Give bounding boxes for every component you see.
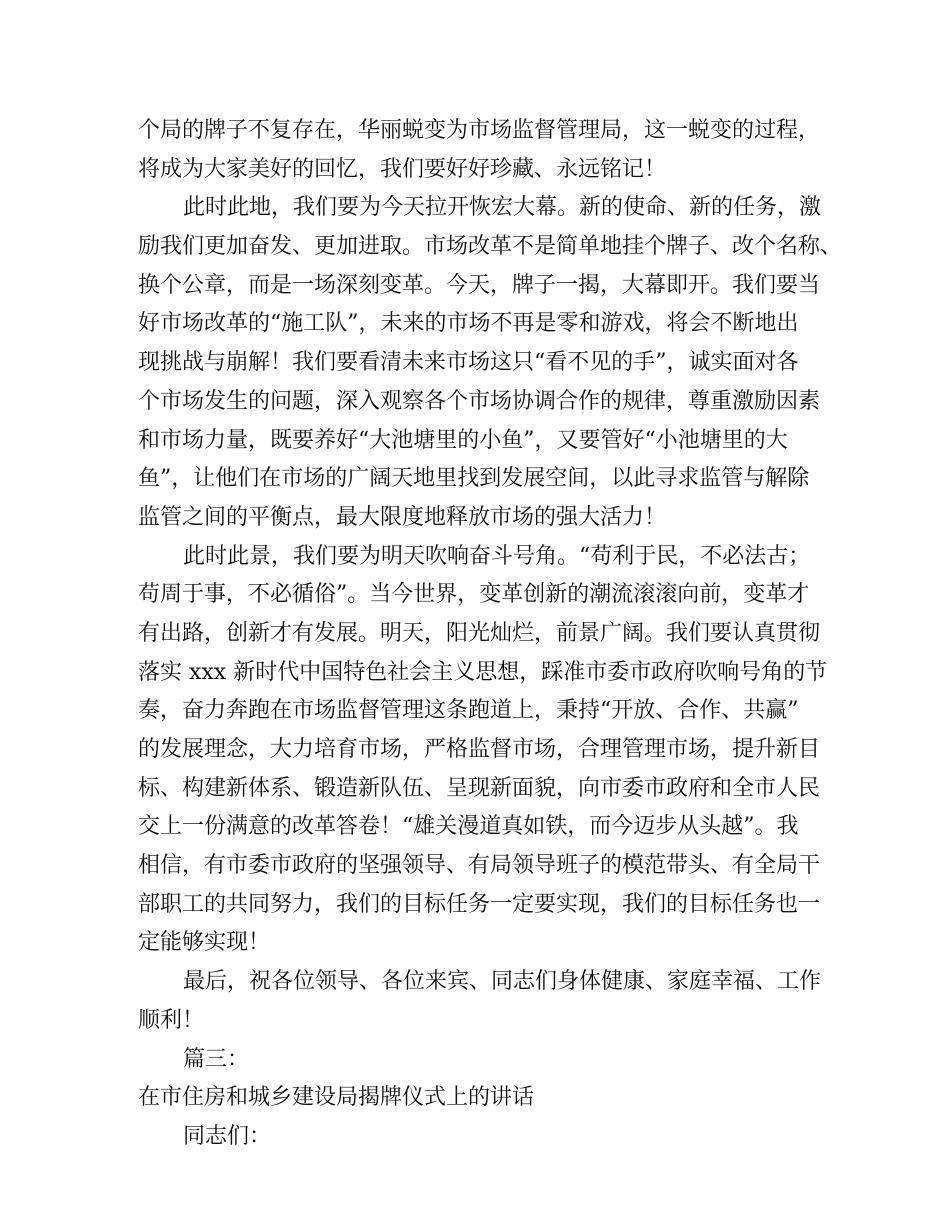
text-line: 将成为大家美好的回忆，我们要好好珍藏、永远铭记！ xyxy=(138,156,667,182)
text-line: 标、构建新体系、锻造新队伍、呈现新面貌，向市委市政府和全市人民 xyxy=(138,775,821,801)
text-line: 的发展理念，大力培育市场，严格监督市场，合理管理市场，提升新目 xyxy=(138,737,821,762)
text-line: 监管之间的平衡点，最大限度地释放市场的强大活力！ xyxy=(138,504,667,530)
text-line: 鱼”，让他们在市场的广阔天地里找到发展空间，以此寻求监管与解除 xyxy=(138,466,810,492)
text-line: 交上一份满意的改革答卷！“雄关漫道真如铁，而今迈步从头越”。我 xyxy=(138,814,799,840)
text-line: 最后，祝各位领导、各位来宾、同志们身体健康、家庭幸福、工作 xyxy=(183,969,822,995)
document-body xyxy=(138,112,843,1157)
text-line: 奏，奋力奔跑在市场监督管理这条跑道上，秉持“开放、合作、共赢” xyxy=(138,698,799,724)
text-line: 篇三： xyxy=(183,1046,250,1072)
text-line: 换个公章，而是一场深刻变革。今天，牌子一揭，大幕即开。我们要当 xyxy=(138,272,821,298)
text-line: 个市场发生的问题，深入观察各个市场协调合作的规律，尊重激励因素 xyxy=(138,388,821,414)
text-line: 好市场改革的“施工队”，未来的市场不再是零和游戏，将会不断地出 xyxy=(138,311,799,337)
text-line: 此时此地，我们要为今天拉开恢宏大幕。新的使命、新的任务，激 xyxy=(183,195,822,221)
text-line: 落实 xxx 新时代中国特色社会主义思想，踩准市委市政府吹响号角的节 xyxy=(138,659,828,685)
text-line: 定能够实现！ xyxy=(138,930,271,956)
text-line: 在市住房和城乡建设局揭牌仪式上的讲话 xyxy=(138,1085,535,1111)
text-line: 和市场力量，既要养好“大池塘里的小鱼”，又要管好“小池塘里的大 xyxy=(138,427,788,453)
text-line: 部职工的共同努力，我们的目标任务一定要实现，我们的目标任务也一 xyxy=(138,891,821,917)
text-line: 此时此景，我们要为明天吹响奋斗号角。“苟利于民，不必法古； xyxy=(183,543,811,569)
text-line: 相信，有市委市政府的坚强领导、有局领导班子的模范带头、有全局干 xyxy=(138,853,821,879)
text-line: 个局的牌子不复存在，华丽蜕变为市场监督管理局，这一蜕变的过程， xyxy=(138,118,821,143)
text-line: 同志们： xyxy=(183,1123,272,1149)
text-line: 现挑战与崩解！我们要看清未来市场这只“看不见的手”，诚实面对各 xyxy=(138,350,799,376)
text-line: 有出路，创新才有发展。明天，阳光灿烂，前景广阔。我们要认真贯彻 xyxy=(138,620,821,646)
text-line: 顺利！ xyxy=(138,1007,205,1033)
text-line: 苟周于事，不必循俗”。当今世界，变革创新的潮流滚滚向前，变革才 xyxy=(138,582,810,608)
text-line: 励我们更加奋发、更加进取。市场改革不是简单地挂个牌子、改个名称、 xyxy=(138,234,843,260)
